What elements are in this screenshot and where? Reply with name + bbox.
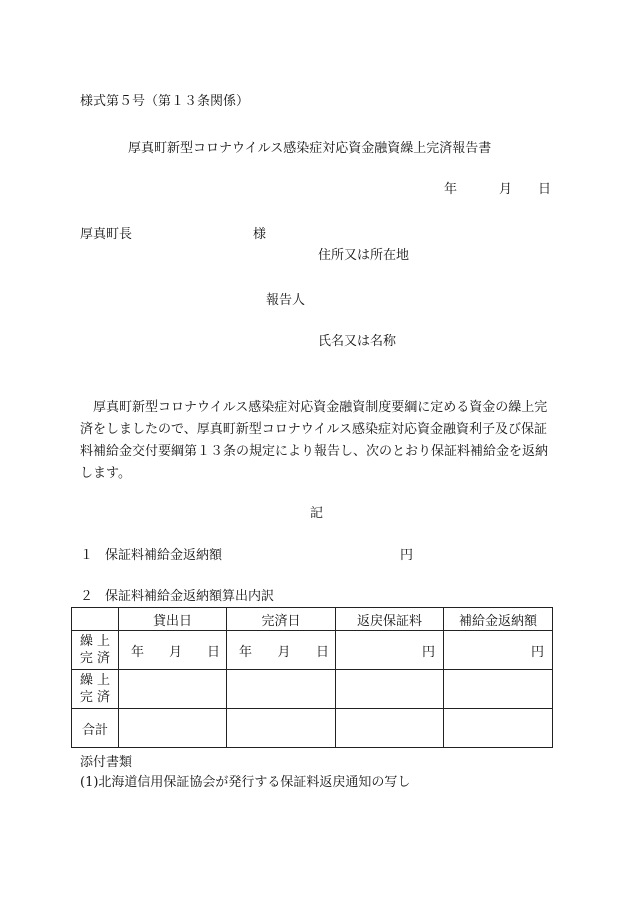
year-label: 年	[131, 644, 145, 660]
total-label: 合計	[72, 709, 119, 748]
row-label-line2: 完 済	[79, 690, 111, 705]
header-subsidy-refund: 補給金返納額	[444, 608, 553, 631]
form-number: 様式第５号（第１３条関係）	[80, 94, 250, 109]
ki-label: 記	[310, 506, 324, 521]
table-total-row	[72, 709, 553, 748]
total-refund-guarantee-fee-cell[interactable]	[336, 709, 444, 748]
lending-date-cell[interactable]	[119, 670, 227, 709]
name-label: 氏名又は名称	[318, 334, 397, 349]
header-lending-date: 貸出日	[119, 608, 227, 631]
row-label-line1: 繰 上	[79, 673, 111, 688]
total-completion-date-cell[interactable]	[227, 709, 336, 748]
header-completion-date: 完済日	[227, 608, 336, 631]
date-month-label: 月	[499, 182, 513, 197]
month-label: 月	[168, 644, 182, 660]
header-refund-guarantee-fee: 返戻保証料	[336, 608, 444, 631]
lending-date-cell[interactable]	[119, 631, 227, 670]
completion-date-cell[interactable]	[227, 631, 336, 670]
completion-date-cell[interactable]	[227, 670, 336, 709]
refund-guarantee-fee-cell[interactable]	[336, 670, 444, 709]
breakdown-table	[71, 607, 553, 748]
day-label: 日	[315, 644, 329, 660]
attachment-item-1: (1)北海道信用保証協会が発行する保証料返戻通知の写し	[80, 775, 411, 790]
body-paragraph: 厚真町新型コロナウイルス感染症対応資金融資制度要綱に定める資金の繰上完済をしましたので、厚真町新型コロナウイルス感染症対応資金融資利子及び保証料補給金交付要綱第１３条の規定により報告し、次のとおり保証料補給金を返納します。	[80, 400, 549, 481]
date-year-label: 年	[444, 182, 458, 197]
refund-guarantee-fee-cell[interactable]: 円	[336, 631, 444, 670]
addressee-name: 厚真町長	[80, 227, 133, 242]
row-label	[72, 631, 119, 670]
date-day-label: 日	[538, 182, 552, 197]
subsidy-refund-cell[interactable]	[444, 670, 553, 709]
document-title: 厚真町新型コロナウイルス感染症対応資金融資繰上完済報告書	[128, 141, 492, 156]
item1-number: １	[80, 548, 94, 563]
total-lending-date-cell[interactable]	[119, 709, 227, 748]
addressee-honorific: 様	[253, 227, 267, 242]
address-label: 住所又は所在地	[318, 248, 410, 263]
item2-number: ２	[80, 589, 94, 604]
table-row	[72, 631, 553, 670]
day-label: 日	[206, 644, 220, 660]
row-label-line2: 完 済	[79, 651, 111, 666]
attachments-heading: 添付書類	[80, 755, 133, 770]
year-label: 年	[239, 644, 253, 660]
table-header-row	[72, 608, 553, 631]
item1-yen-unit: 円	[400, 548, 414, 563]
total-subsidy-refund-cell[interactable]	[444, 709, 553, 748]
header-cell-blank	[72, 608, 119, 631]
month-label: 月	[277, 644, 291, 660]
subsidy-refund-cell[interactable]: 円	[444, 631, 553, 670]
row-label-line1: 繰 上	[79, 634, 111, 649]
row-label	[72, 670, 119, 709]
reporter-label: 報告人	[266, 293, 306, 308]
item2-label: 保証料補給金返納額算出内訳	[105, 589, 275, 604]
table-row	[72, 670, 553, 709]
item1-label: 保証料補給金返納額	[105, 548, 223, 563]
